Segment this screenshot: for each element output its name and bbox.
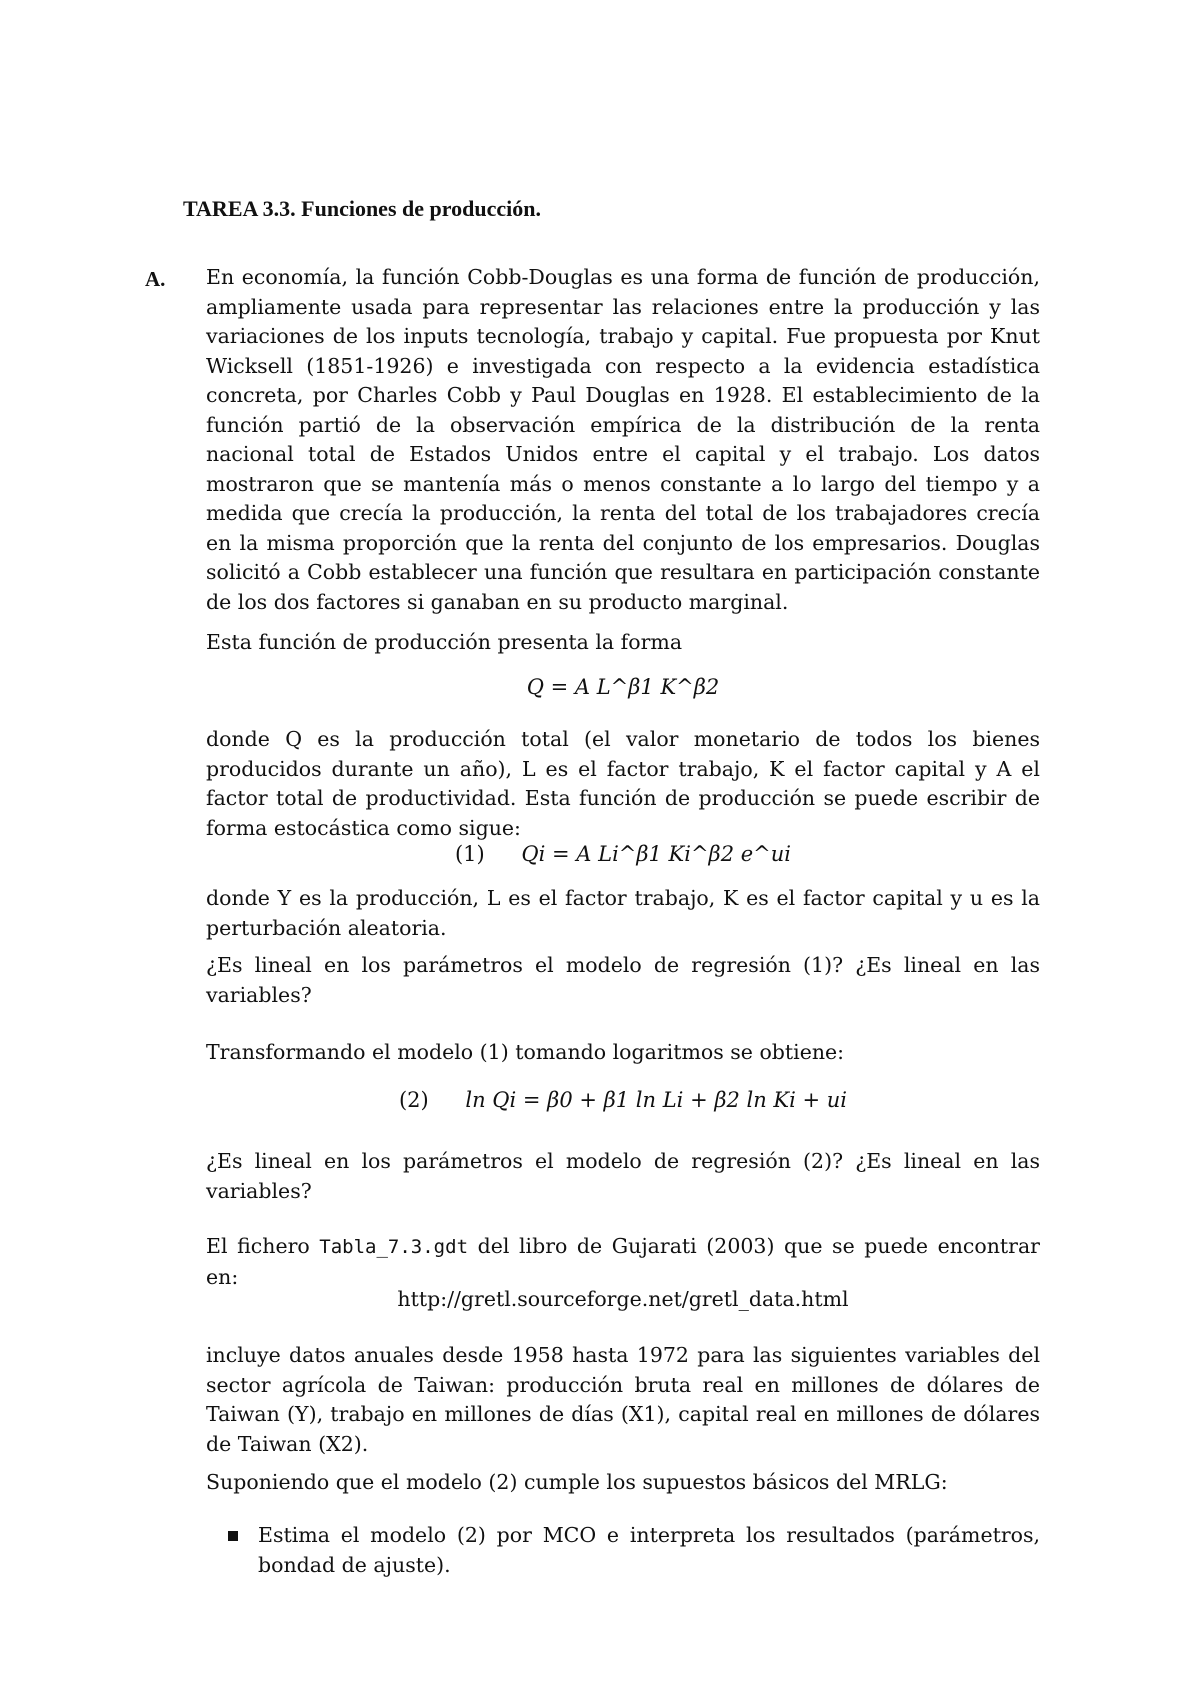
explain-paragraph: donde Q es la producción total (el valor monetario de todos los bienes producidos durante un año), L es el factor trabajo, K el factor capital y A el factor total de productividad. Esta función de producción se puede escribir de forma estocástica como sigue: — [206, 727, 1040, 840]
file-paragraph — [206, 1232, 1040, 1292]
page-title: TAREA 3.3. Funciones de producción. — [183, 196, 541, 221]
equation-1 — [206, 842, 1040, 866]
file-name: Tabla_7.3.gdt — [319, 1236, 469, 1258]
explain2-paragraph: donde Y es la producción, L es el factor trabajo, K es el factor capital y u es la perturbación aleatoria. — [206, 886, 1040, 940]
equation-2 — [206, 1088, 1040, 1112]
question-2: ¿Es lineal en los parámetros el modelo de regresión (2)? ¿Es lineal en las variables? — [206, 1149, 1040, 1203]
list-item — [228, 1521, 1040, 1580]
intro-paragraph: En economía, la función Cobb-Douglas es una forma de función de producción, ampliamente usada para representar las relaciones entre la producción y las variaciones de los inputs tecnología, trabajo y capital. Fue propuesta por Knut Wicksell (1851-1926) e investigada con respecto a la evidencia estadística concreta, por Charles Cobb y Paul Douglas en 1928. El establecimiento de la función partió de la observación empírica de la distribución de la renta nacional total de Estados Unidos entre el capital y el trabajo. Los datos mostraron que se mantenía más o menos constante a lo largo del tiempo y a medida que crecía la producción, la renta del total de los trabajadores crecía en la misma proporción que la renta del conjunto de los empresarios. Douglas solicitó a Cobb establecer una función que resultara en participación constante de los dos factores si ganaban en su producto marginal. — [206, 265, 1040, 614]
equation-text: Qi = A Li^β1 Ki^β2 e^ui — [521, 842, 792, 866]
question-1: ¿Es lineal en los parámetros el modelo de regresión (1)? ¿Es lineal en las variables? — [206, 953, 1040, 1007]
equation-text: Q = A L^β1 K^β2 — [526, 675, 720, 699]
section-label: A. — [145, 267, 166, 291]
equation-number: (2) — [398, 1088, 429, 1112]
equation-text: ln Qi = β0 + β1 ln Li + β2 ln Ki + ui — [465, 1088, 848, 1112]
equation-number: (1) — [454, 842, 485, 866]
form-intro: Esta función de producción presenta la forma — [206, 630, 683, 654]
transform-text: Transformando el modelo (1) tomando logaritmos se obtiene: — [206, 1040, 845, 1064]
file-pre-text: El fichero — [206, 1234, 320, 1258]
data-description: incluye datos anuales desde 1958 hasta 1972 para las siguientes variables del sector agrícola de Taiwan: producción bruta real en millones de dólares de Taiwan (Y), trabajo en millones de días (X1), capital real en millones de dólares de Taiwan (X2). — [206, 1343, 1040, 1456]
equation-cobb-douglas — [206, 675, 1040, 699]
file-post-text: del libro de Gujarati (2003) que se puede encontrar en: — [206, 1234, 1040, 1289]
data-url[interactable]: http://gretl.sourceforge.net/gretl_data.html — [397, 1287, 849, 1311]
bullet-text: Estima el modelo (2) por MCO e interpreta los resultados (parámetros, bondad de ajuste). — [258, 1523, 1040, 1577]
assumption-text: Suponiendo que el modelo (2) cumple los supuestos básicos del MRLG: — [206, 1470, 948, 1494]
bullet-icon — [228, 1531, 238, 1541]
